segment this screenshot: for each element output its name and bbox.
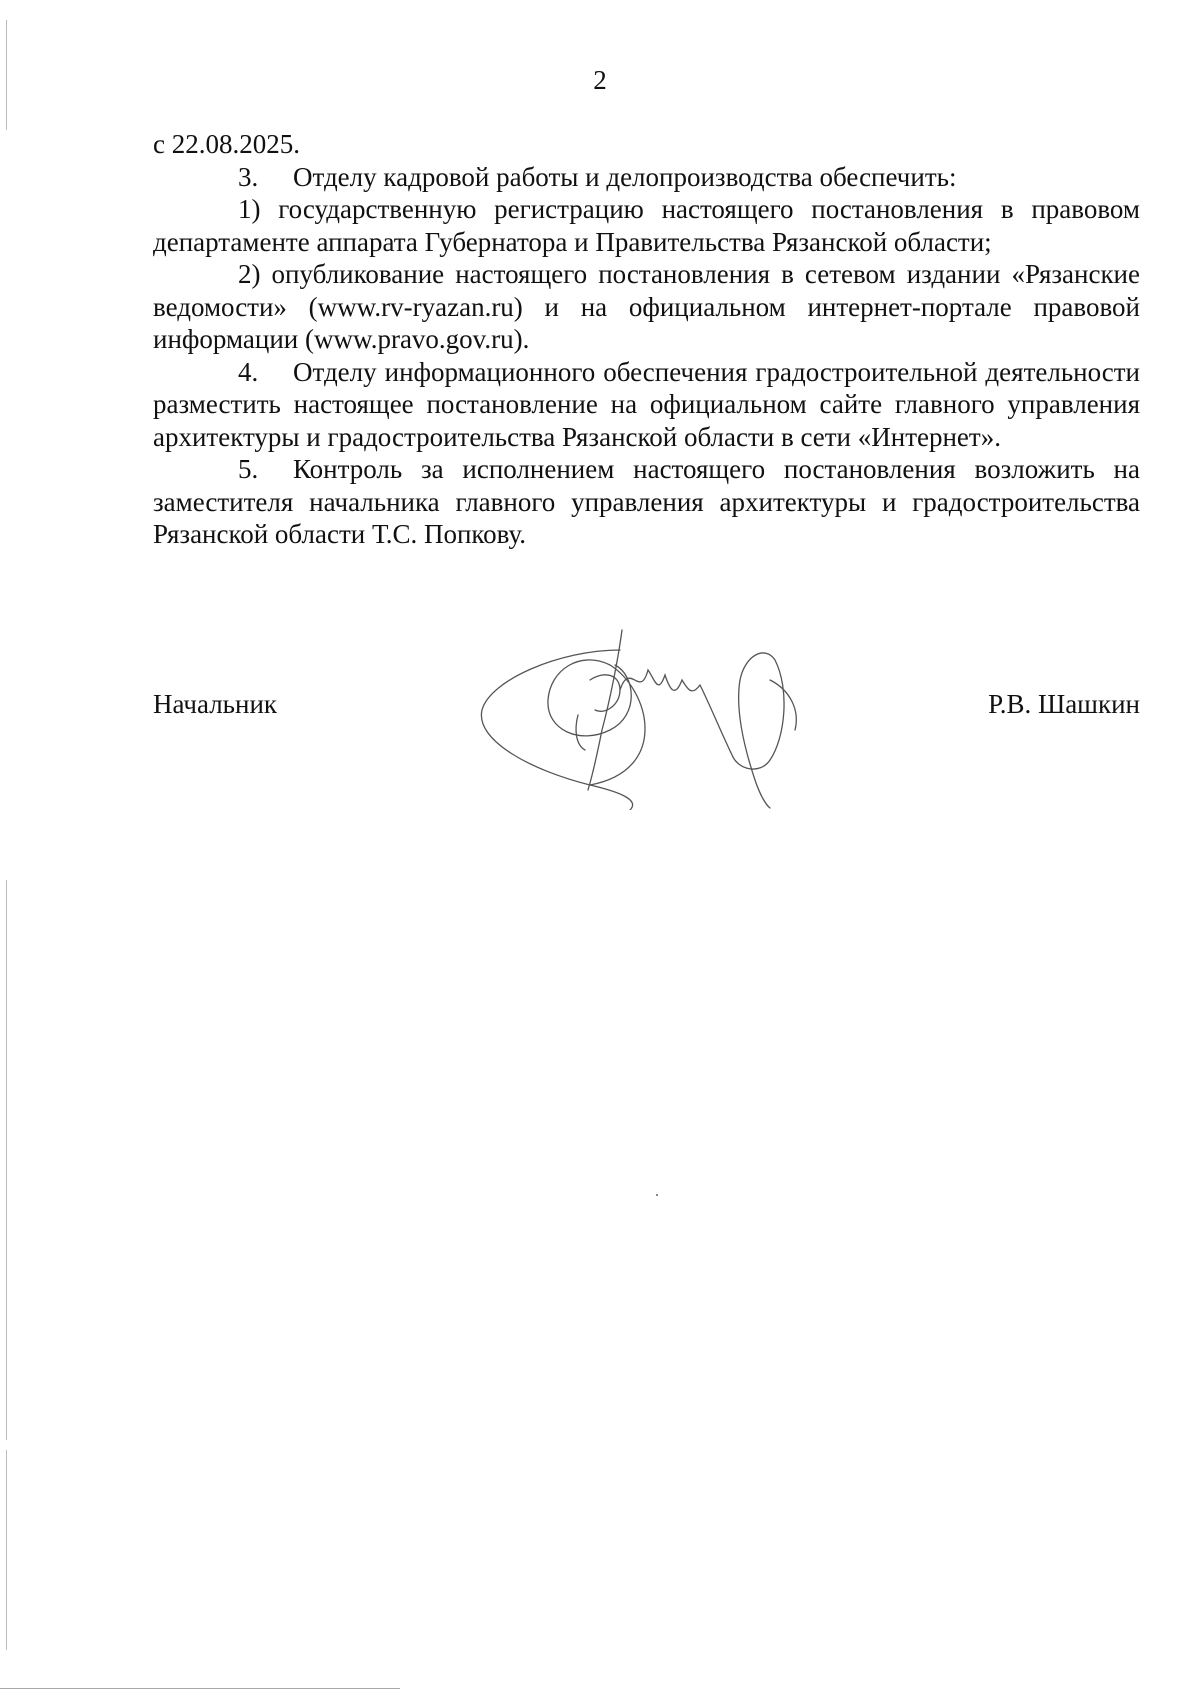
- paragraph-3-text: Отделу кадровой работы и делопроизводства обеспечить:: [293, 161, 957, 192]
- page-number: 2: [593, 65, 607, 95]
- scan-edge-middle: [6, 880, 7, 1440]
- paragraph-3: [153, 161, 1140, 194]
- signatory-position: Начальник: [153, 689, 278, 719]
- signatory-name: Р.В. Шашкин: [988, 689, 1140, 719]
- signature-block: [153, 688, 1140, 728]
- paragraph-4-number: 4.: [238, 356, 259, 387]
- scan-edge-bottom: [6, 1450, 7, 1650]
- paragraph-3-1: 1) государственную регистрацию настоящего постановления в правовом департаменте аппарата Губернатора и Правительства Рязанской области;: [153, 194, 1140, 257]
- paragraph-5: [153, 453, 1140, 551]
- scan-speck: [656, 1194, 658, 1196]
- paragraph-5-number: 5.: [238, 454, 259, 484]
- paragraph-3-2: 2) опубликование настоящего постановления в сетевом издании «Рязанские ведомости» (www.rv-ryazan.ru) и на официальном интернет-портале правовой информации (www.pravo.gov.ru).: [153, 259, 1140, 354]
- scan-bottom-line: [0, 1688, 400, 1689]
- paragraph-4: [153, 356, 1140, 454]
- paragraph-3-number: 3.: [238, 161, 259, 192]
- paragraph-4-text: Отделу информационного обеспечения градостроительной деятельности разместить настоящее постановление на официальном сайте главного управления архитектуры и градостроительства Рязанской области в сети «Интернет».: [153, 356, 1140, 452]
- paragraph-date: с 22.08.2025.: [153, 129, 300, 159]
- paragraph-5-text: Контроль за исполнением настоящего постановления возложить на заместителя начальника главного управления архитектуры и градостроительства Рязанской области Т.С. Попкову.: [153, 454, 1140, 549]
- document-body: [153, 128, 1140, 551]
